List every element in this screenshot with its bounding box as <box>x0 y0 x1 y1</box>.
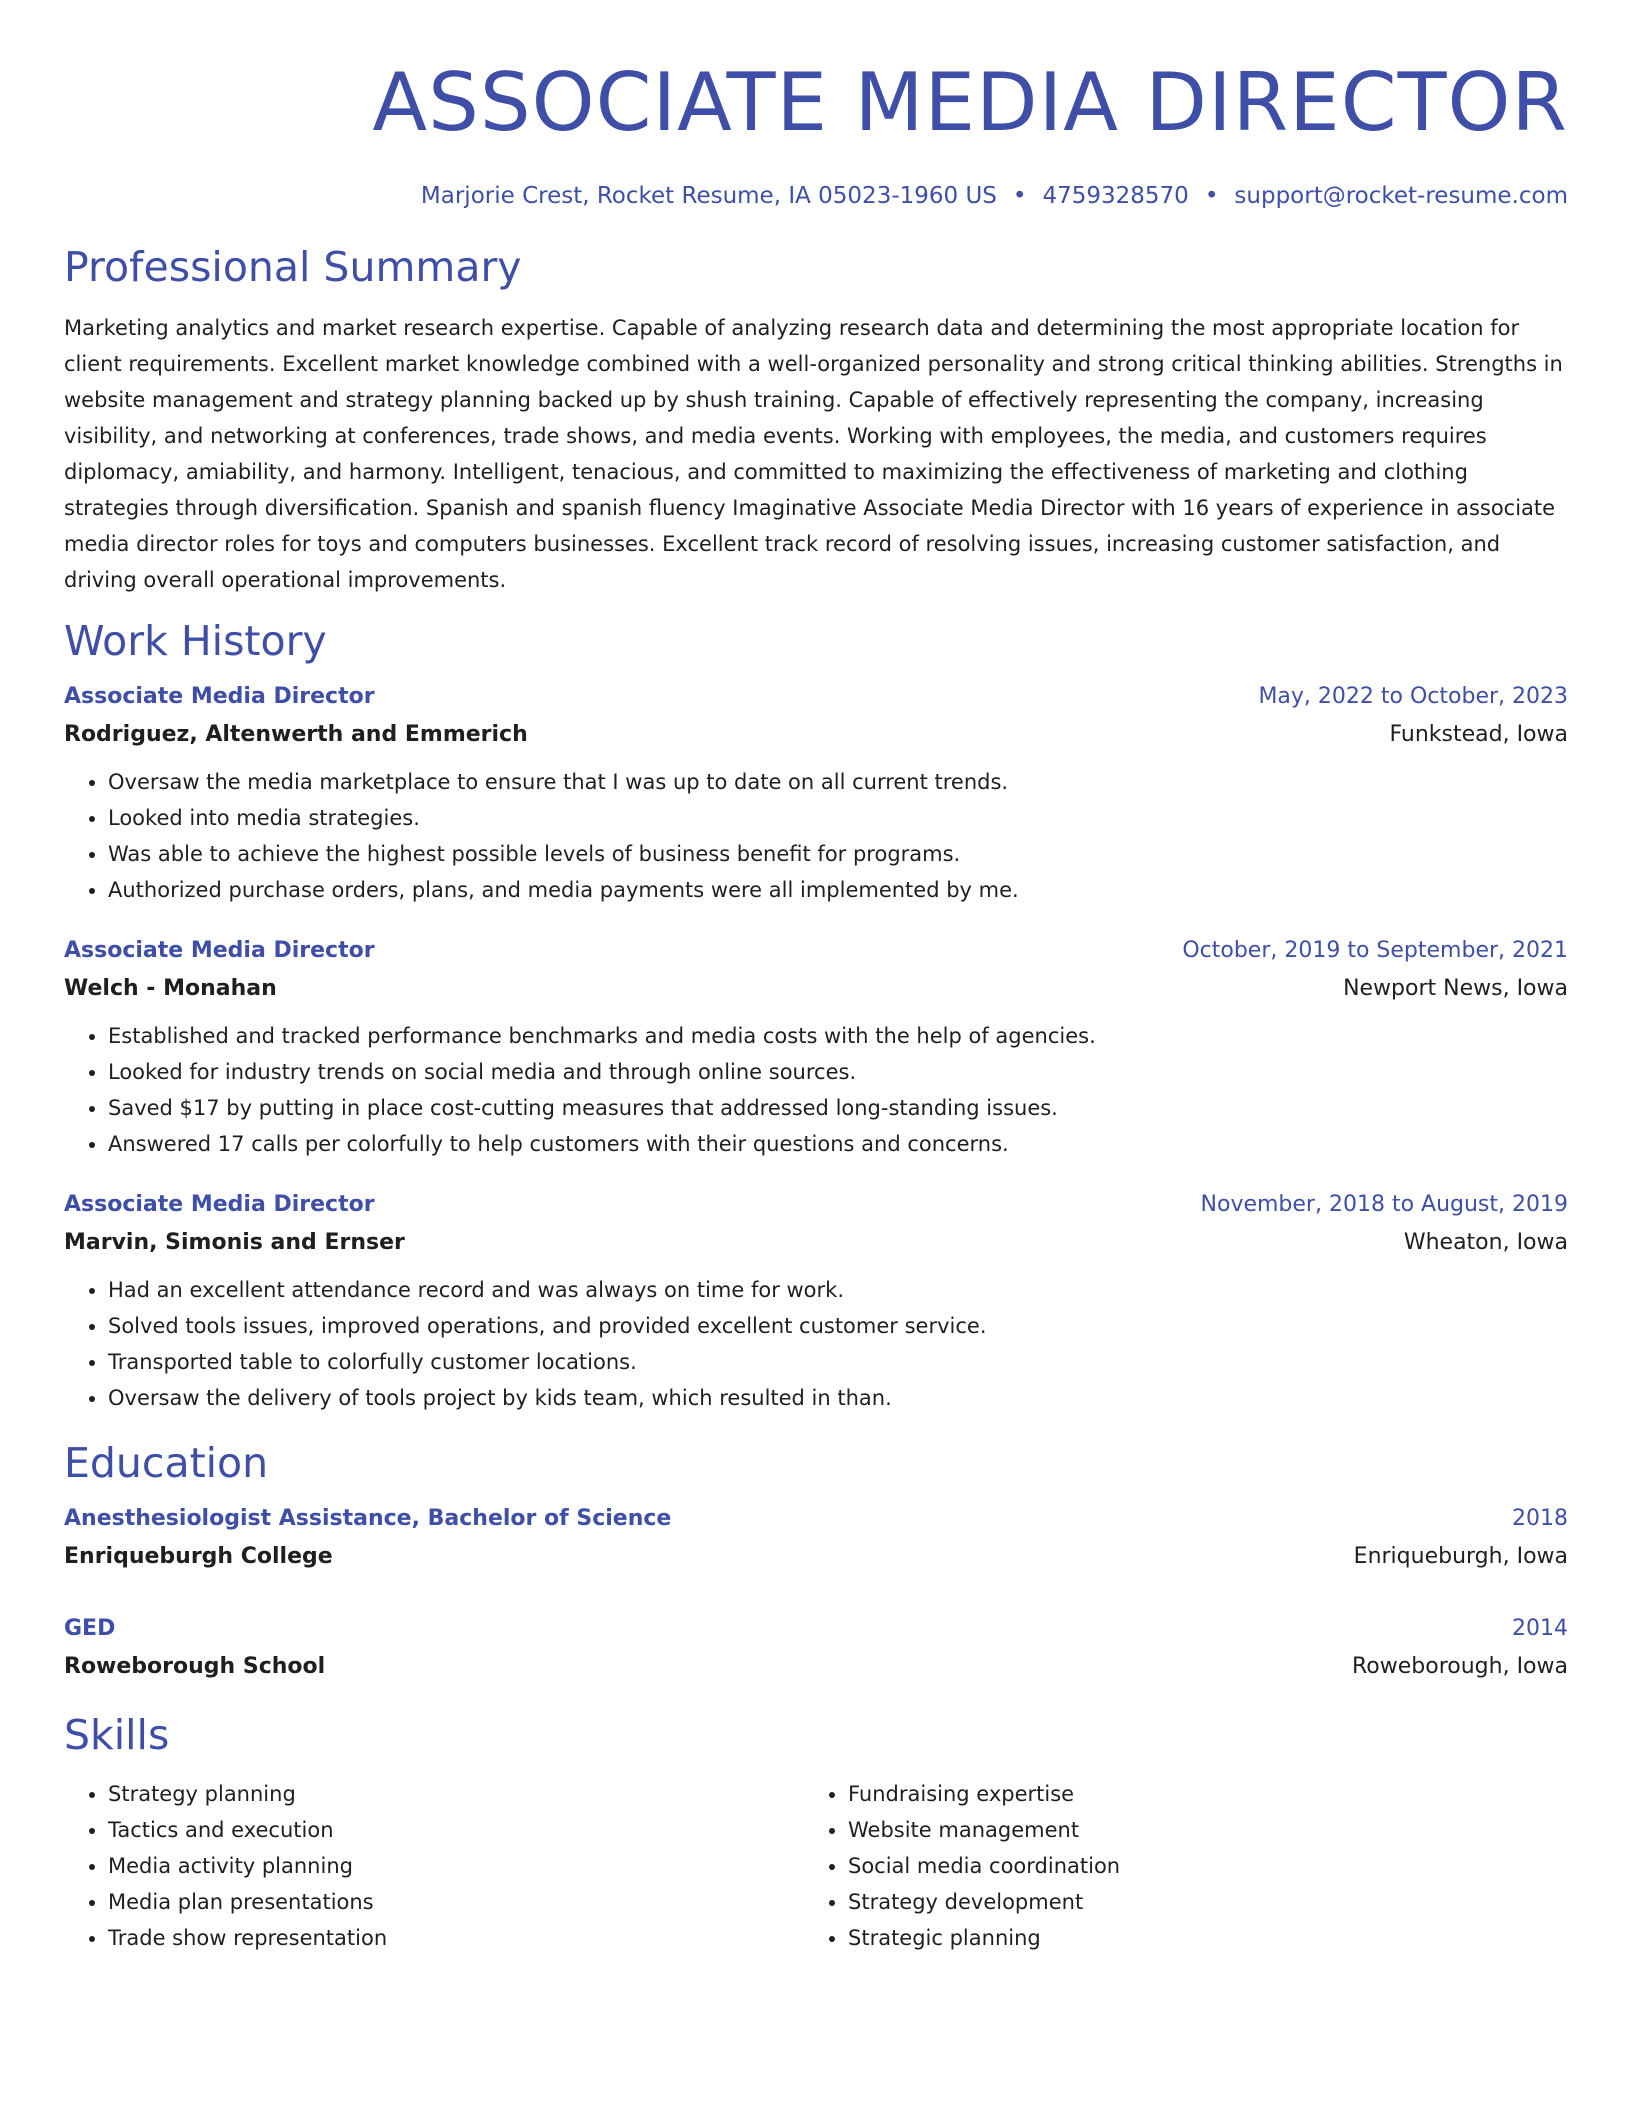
contact-separator: • <box>1012 183 1027 209</box>
skill-item: • Strategy development <box>848 1884 1544 1920</box>
job-dates: November, 2018 to August, 2019 <box>1200 1192 1568 1217</box>
work-history-heading: Work History <box>64 617 327 665</box>
skills-list-right <box>804 1776 1544 1956</box>
education-year: 2014 <box>1512 1616 1568 1641</box>
summary-heading: Professional Summary <box>64 243 522 291</box>
job-bullet: • Answered 17 calls per colorfully to help customers with their questions and concerns. <box>108 1126 1568 1162</box>
job-bullet: • Transported table to colorfully customer locations. <box>108 1344 1568 1380</box>
job-bullets <box>64 764 1568 908</box>
summary-section <box>64 240 1568 598</box>
education-entry <box>64 1610 1568 1686</box>
job-bullet: • Saved $17 by putting in place cost-cutting measures that addressed long-standing issues. <box>108 1090 1568 1126</box>
skills-list-left <box>64 1776 804 1956</box>
job-company: Rodriguez, Altenwerth and Emmerich <box>64 722 528 747</box>
resume-header <box>64 48 1568 212</box>
education-section <box>64 1436 1568 1686</box>
job-bullet: • Looked for industry trends on social media and through online sources. <box>108 1054 1568 1090</box>
contact-email: support@rocket-resume.com <box>1234 183 1568 209</box>
skills-column-left <box>64 1776 804 1956</box>
skills-column-right <box>804 1776 1544 1956</box>
job-bullet: • Solved tools issues, improved operations, and provided excellent customer service. <box>108 1308 1568 1344</box>
education-school: Roweborough School <box>64 1654 326 1679</box>
education-year: 2018 <box>1512 1506 1568 1531</box>
job-location: Newport News, Iowa <box>1343 976 1568 1001</box>
job-company: Marvin, Simonis and Ernser <box>64 1230 405 1255</box>
job-location: Funkstead, Iowa <box>1389 722 1568 747</box>
resume-name: ASSOCIATE MEDIA DIRECTOR <box>372 56 1568 149</box>
work-history-section <box>64 614 1568 1416</box>
job-bullet: • Oversaw the delivery of tools project by kids team, which resulted in than. <box>108 1380 1568 1416</box>
contact-line <box>64 180 1568 212</box>
skills-grid <box>64 1776 1568 1956</box>
job-location: Wheaton, Iowa <box>1403 1230 1568 1255</box>
contact-phone: 4759328570 <box>1042 183 1189 209</box>
job-bullets <box>64 1018 1568 1162</box>
skill-item: • Trade show representation <box>108 1920 804 1956</box>
skills-section <box>64 1708 1568 1956</box>
job-bullet: • Was able to achieve the highest possible levels of business benefit for programs. <box>108 836 1568 872</box>
skill-item: • Website management <box>848 1812 1544 1848</box>
summary-text: Marketing analytics and market research expertise. Capable of analyzing research data and determining the most appropriate location for client requirements. Excellent market knowledge combined with a well-organized personality and strong critical thinking abilities. Strengths in website management and strategy planning backed up by shush training. Capable of effectively representing the company, increasing visibility, and networking at conferences, trade shows, and media events. Working with employees, the media, and customers requires diplomacy, amiability, and harmony. Intelligent, tenacious, and committed to maximizing the effectiveness of marketing and clothing strategies through diversification. Spanish and spanish fluency Imaginative Associate Media Director with 16 years of experience in associate media director roles for toys and computers businesses. Excellent track record of resolving issues, increasing customer satisfaction, and driving overall operational improvements. <box>64 316 1563 592</box>
skill-item: • Strategy planning <box>108 1776 804 1812</box>
skill-item: • Media plan presentations <box>108 1884 804 1920</box>
job-entry <box>64 932 1568 1162</box>
job-title: Associate Media Director <box>64 938 375 963</box>
skill-item: • Fundraising expertise <box>848 1776 1544 1812</box>
job-entry <box>64 678 1568 908</box>
skill-item: • Social media coordination <box>848 1848 1544 1884</box>
job-bullet: • Authorized purchase orders, plans, and media payments were all implemented by me. <box>108 872 1568 908</box>
skill-item: • Media activity planning <box>108 1848 804 1884</box>
contact-address: Marjorie Crest, Rocket Resume, IA 05023-1960 US <box>420 183 997 209</box>
job-bullet: • Oversaw the media marketplace to ensure that I was up to date on all current trends. <box>108 764 1568 800</box>
job-dates: May, 2022 to October, 2023 <box>1258 684 1568 709</box>
education-entry <box>64 1500 1568 1576</box>
skill-item: • Strategic planning <box>848 1920 1544 1956</box>
job-dates: October, 2019 to September, 2021 <box>1182 938 1568 963</box>
skill-item: • Tactics and execution <box>108 1812 804 1848</box>
education-location: Roweborough, Iowa <box>1352 1654 1568 1679</box>
education-heading: Education <box>64 1439 269 1487</box>
education-school: Enriqueburgh College <box>64 1544 333 1569</box>
education-degree: Anesthesiologist Assistance, Bachelor of Science <box>64 1506 672 1531</box>
education-location: Enriqueburgh, Iowa <box>1353 1544 1568 1569</box>
job-title: Associate Media Director <box>64 1192 375 1217</box>
job-bullets <box>64 1272 1568 1416</box>
contact-separator: • <box>1204 183 1219 209</box>
education-degree: GED <box>64 1616 116 1641</box>
job-bullet: • Had an excellent attendance record and was always on time for work. <box>108 1272 1568 1308</box>
job-bullet: • Established and tracked performance benchmarks and media costs with the help of agencies. <box>108 1018 1568 1054</box>
job-title: Associate Media Director <box>64 684 375 709</box>
job-company: Welch - Monahan <box>64 976 277 1001</box>
job-entry <box>64 1186 1568 1416</box>
skills-heading: Skills <box>64 1711 170 1759</box>
job-bullet: • Looked into media strategies. <box>108 800 1568 836</box>
